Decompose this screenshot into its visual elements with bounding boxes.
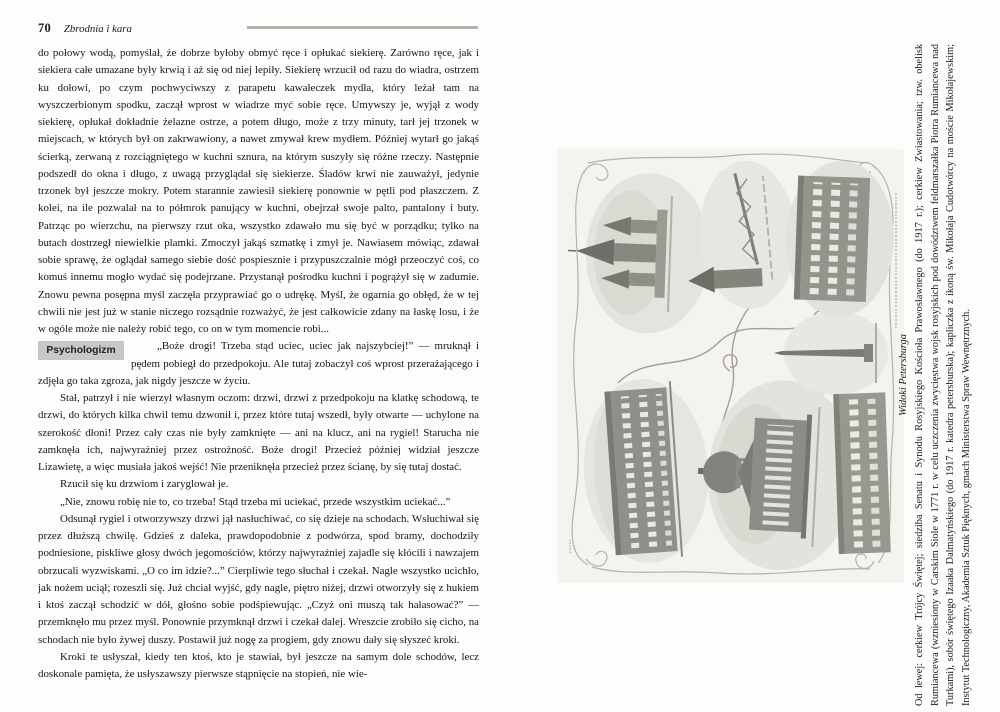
- engraving-plate: [558, 149, 904, 583]
- page-number: 70: [38, 21, 51, 35]
- paragraph-with-margin-label: [38, 338, 479, 390]
- paragraph: Kroki te usłyszał, kiedy ten ktoś, kto je stawiał, był jeszcze na samym dole schodów, lecz doskonale pamięta, że usłyszawszy pierwsze stąpnięcie na stopień, nie wie-: [38, 650, 479, 680]
- right-page: [500, 0, 1000, 712]
- rotated-engraving: [558, 149, 904, 583]
- paragraph-text: „Boże drogi! Trzeba stąd uciec, uciec jak najszybciej!” — mruknął i pędem pobiegł do przedpokoju. Ale tutaj zobaczył coś wprost przerażającego i zdjęła go taka zgroza, jak nigdy jeszcze w życiu.: [38, 340, 479, 387]
- petersburg-views-engraving: [558, 149, 904, 583]
- paragraph: Odsunął rygiel i otworzywszy drzwi jął nasłuchiwać, co się dzieje na schodach. Wsłuchiwał się przez dłuższą chwilę. Gdzieś z daleka, prawdopodobnie z podwórza, spod bramy, dochodziły podniesione, piskliwe głosy dwóch jegomościów, którzy najwyraźniej zajadle się kłócili i nawzajem obrzucali wyzwiskami. „O co im idzie?...” Cierpliwie tego słuchał i czekał. Nagle wszystko ucichło, jak nożem uciął; rozeszli się. Już chciał wyjść, gdy nagle, piętro niżej, drzwi otworzyły się z hukiem i ktoś zaczął schodzić w dół, głośno sobie podśpiewując. „Czyż oni muszą tak hałasować?” — przemknęło mu przez myśl. Ponownie przymknął drzwi i czekał dalej. Wreszcie zrobiło się cicho, na schodach nie było żywej duszy. Postawił już nogę za progiem, gdy znowu dały się słyszeć kroki.: [38, 512, 479, 646]
- illustration-title: Widoki Petersburga: [898, 334, 909, 416]
- rotated-caption-block: [897, 44, 974, 706]
- paragraph: do połowy wodą, pomyślał, że dobrze byłoby obmyć ręce i opłukać siekierę. Zarówno ręce, jak i siekiera całe umazane były krwią i aż się od niej lepiły. Siekierę wrzucił od razu do wiadra, ostrzem ku dołowi, po czym pochwyciwszy z parapetu kawałeczek mydła, który leżał tam na wyszczerbionym spodku, zaczął wprost w wiadrze myć sobie ręce. Umywszy je, wyjął z wody siekierę, opłukał dokładnie żelazne ostrze, a potem długo, może z trzy minuty, tarł jej trzonek w miejscach, w których był on zakrwawiony, a nawet zmywał krew mydłem. Później wytarł go jakąś ścierką, zerwaną z rozciągniętego w kuchni sznura, na którym suszyły się różne rzeczy. Następnie podszedł do okna i długo, z uwagą przyglądał się siekierze. Śladów krwi nie zauważył, jedynie trzonek był jeszcze mokry. Potem starannie zawiesił siekierę ponownie w pętli pod płaszczem. Z kolei, na ile pozwalał na to półmrok panujący w kuchni, obejrzał swoje palto, pantalony i buty. Patrząc po wierzchu, na pierwszy rzut oka, wszystko zdawało mu się być w porządku; tylko na butach dostrzegł niewielkie plamki. Zmoczył jakąś szmatkę i zmył je. Nawiasem mówiąc, zdawał sobie sprawę, że oglądał samego siebie dość pospiesznie i przypuszczalnie mógł przeoczyć coś, co komuś innemu mogło wydać się podejrzane. Przystanął pośrodku kuchni i pogrążył się w zadumie. Znowu pewna posępna myśl zaczęła przyprawiać go o udrękę. Myśl, że ogarnia go obłęd, że w tej chwili nie jest już w stanie niczego rozsądnie rozważyć, że jest całkowicie zdany na łaskę losu, i że w ogóle może nie należy robić tego, co on w tym momencie robi...: [38, 47, 479, 335]
- header-rule: [247, 26, 478, 29]
- illustration-caption: Od lewej: cerkiew Trójcy Świętej; siedziba Senatu i Synodu Rosyjskiego Kościoła Prawosławnego (do 1917 r.); cerkiew Zwiastowania; tzw. obelisk Rumiancewa (wzniesiony w Carskim Siole w 1771 r. w celu uczczenia zwycięstwa wojsk rosyjskich pod dowództwem feldmarszałka Piotra Rumiancewa nad Turkami), sobór świętego Izaaka Dalmatyńskiego (do 1917 r. katedra petersburska); kapliczka z ikoną św. Mikołaja Cudotwórcy na moście Mikołajewskim; Instytut Technologiczny, Akademia Sztuk Pięknych, gmach Ministerstwa Spraw Wewnętrznych.: [914, 44, 972, 706]
- body-text-column: [38, 45, 479, 683]
- paragraph: „Nie, znowu robię nie to, co trzeba! Stąd trzeba mi uciekać, przede wszystkim uciekać...”: [60, 495, 451, 508]
- margin-label-psychologizm: Psychologizm: [38, 341, 124, 360]
- paragraph: Stał, patrzył i nie wierzył własnym oczom: drzwi, drzwi z przedpokoju na klatkę schodową, te drzwi, do których kilka chwil temu dzwonił i, przez które tutaj wszedł, były otwarte — uchylone na szerokość dłoni! Przez cały czas nie były zamknięte — ani na klucz, ani na rygiel! Starucha nie zamknęła ich, najwyraźniej przez ostrożność. Boże drogi! Przecież później widział jeszcze Lizawietę, a więc musiała jakoś wejść! Nie przeniknęła przecież przez ścianę, by się tutaj dostać.: [38, 392, 479, 473]
- institute-facade-vignette: [833, 392, 891, 554]
- paragraph: Rzucił się ku drzwiom i zaryglował je.: [60, 478, 229, 491]
- running-title: Zbrodnia i kara: [63, 23, 132, 35]
